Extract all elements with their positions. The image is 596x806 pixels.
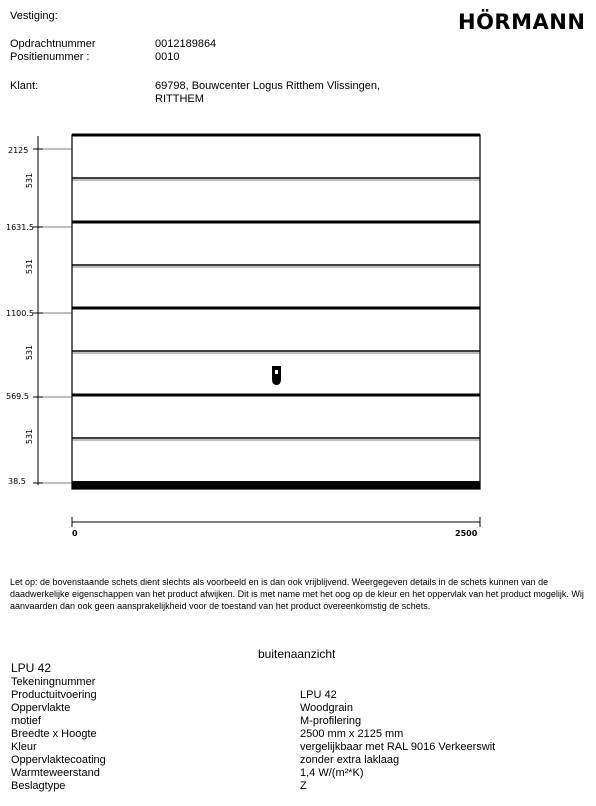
- width-mark: 2500: [455, 529, 478, 538]
- spec-value: LPU 42: [300, 689, 337, 701]
- spec-value: Z: [300, 780, 307, 792]
- spec-value: vergelijkbaar met RAL 9016 Verkeerswit: [300, 741, 496, 753]
- segment-mark: 531: [25, 428, 35, 445]
- client-line-2: RITTHEM: [155, 93, 204, 105]
- door-handle-icon: [272, 366, 281, 385]
- segment-mark: 531: [25, 258, 35, 275]
- height-mark: 569.5: [6, 392, 29, 401]
- product-title: LPU 42: [11, 661, 52, 675]
- vestiging-label: Vestiging:: [10, 10, 58, 22]
- door-drawing: [0, 125, 596, 545]
- spec-value: 1,4 W/(m²*K): [300, 767, 364, 779]
- segment-mark: 531: [25, 172, 35, 189]
- height-mark: 1631.5: [6, 223, 34, 232]
- spec-label: motief: [11, 715, 41, 727]
- spec-label: Tekeningnummer: [11, 676, 96, 688]
- bottom-seal: [72, 481, 480, 489]
- client-label: Klant:: [10, 80, 39, 92]
- view-title: buitenaanzicht: [258, 647, 336, 661]
- hormann-logo: HÖRMANN: [458, 10, 586, 34]
- position-value: 0010: [155, 51, 180, 63]
- spec-label: Oppervlaktecoating: [11, 754, 106, 766]
- spec-value: Woodgrain: [300, 702, 353, 714]
- spec-label: Beslagtype: [11, 780, 66, 792]
- height-mark: 1100.5: [6, 309, 34, 318]
- width-mark: 0: [72, 529, 78, 538]
- height-mark: 38.5: [8, 477, 26, 486]
- order-value: 0012189864: [155, 38, 217, 50]
- segment-mark: 531: [25, 344, 35, 361]
- spec-label: Kleur: [11, 741, 37, 753]
- order-label: Opdrachtnummer: [10, 38, 96, 50]
- spec-value: 2500 mm x 2125 mm: [300, 728, 404, 740]
- lock-cylinder-icon: [275, 370, 278, 374]
- spec-value: zonder extra laklaag: [300, 754, 400, 766]
- spec-label: Productuitvoering: [11, 689, 97, 701]
- height-mark: 2125: [8, 146, 29, 155]
- spec-label: Warmteweerstand: [11, 767, 100, 779]
- client-line-1: 69798, Bouwcenter Logus Ritthem Vlissingen,: [155, 80, 381, 92]
- position-label: Positienummer :: [10, 51, 90, 63]
- spec-label: Oppervlakte: [11, 702, 71, 714]
- spec-value: M-profilering: [300, 715, 362, 727]
- door-outline: [72, 135, 480, 489]
- disclaimer-text: Let op: de bovenstaande schets dient slechts als voorbeeld en is dan ook vrijblijvend. Weergegeven details in de schets kunnen van de daadwerkelijke eigenschappen van het product afwijken. Dit is met name met het oog op de kleur en het oppervlak van het product mogelijk. Wij aanvaarden dan ook geen aansprakelijkheid voor de toestand van het product overeenkomstig de schets.: [10, 577, 584, 611]
- spec-label: Breedte x Hoogte: [11, 728, 97, 740]
